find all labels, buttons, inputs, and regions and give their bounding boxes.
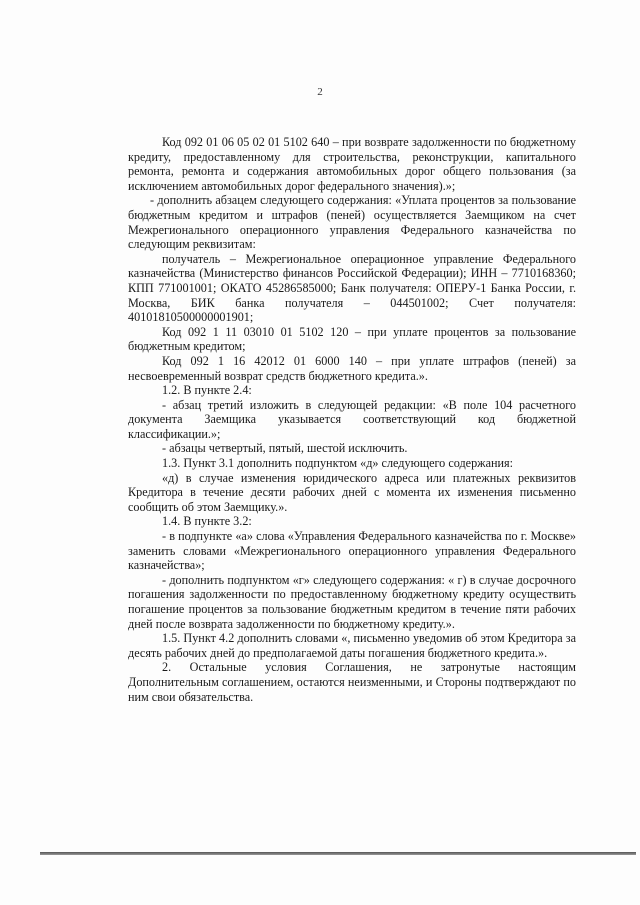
paragraph-subpoint-g: - дополнить подпунктом «г» следующего содержания: « г) в случае досрочного погашения задолженности по предоставленному бюджетному кредиту осуществить погашение процентов за пользование бюджетным кредитом в течение пяти рабочих дней после возврата задолженности по бюджетному кредиту.». <box>128 572 576 631</box>
paragraph-field-104: - абзац третий изложить в следующей редакции: «В поле 104 расчетного документа Заемщика указывается соответствующий код бюджетной классификации.»; <box>128 397 576 441</box>
paragraph-subpoint-a: - в подпункте «а» слова «Управления Федерального казначейства по г. Москве» заменить словами «Межрегионального операционного управления Федерального казначейства»; <box>128 529 576 573</box>
page-number: 2 <box>317 86 323 98</box>
paragraph-2-other-conditions: 2. Остальные условия Соглашения, не затронутые настоящим Дополнительным соглашением, остаются неизменными, и Стороны подтверждают по ним свои обязательства. <box>128 660 576 704</box>
paragraph-subpoint-d: «д) в случае изменения юридического адреса или платежных реквизитов Кредитора в течение десяти рабочих дней с момента их изменения письменно сообщить об этом Заемщику.». <box>128 470 576 514</box>
document-body <box>128 135 576 704</box>
paragraph-recipient-details: получатель – Межрегиональное операционное управление Федерального казначейства (Министерство финансов Российской Федерации); ИНН – 7710168360; КПП 771001001; ОКАТО 45286585000; Банк получателя: ОПЕРУ-1 Банка России, г. Москва, БИК банка получателя – 044501002; Счет получателя: 40101810500000001901; <box>128 251 576 325</box>
heading-1-2: 1.2. В пункте 2.4: <box>162 383 252 398</box>
paragraph-code-140: Код 092 1 16 42012 01 6000 140 – при уплате штрафов (пеней) за несвоевременный возврат средств бюджетного кредита.». <box>128 353 576 383</box>
paragraph-add-interest: - дополнить абзацем следующего содержания: «Уплата процентов за пользование бюджетным кредитом и штрафов (пеней) осуществляется Заемщиком на счет Межрегионального операционного управления Федерального казначейства по следующим реквизитам: <box>128 193 576 252</box>
paragraph-code-120: Код 092 1 11 03010 01 5102 120 – при уплате процентов за пользование бюджетным кредитом; <box>128 324 576 354</box>
heading-1-5: 1.5. Пункт 4.2 дополнить словами «, письменно уведомив об этом Кредитора за десять рабочих дней до предполагаемой даты погашения бюджетного кредита.». <box>128 631 576 660</box>
heading-1-4: 1.4. В пункте 3.2: <box>162 514 252 529</box>
scan-bottom-edge <box>40 852 636 855</box>
paragraph-code-640: Код 092 01 06 05 02 01 5102 640 – при возврате задолженности по бюджетному кредиту, предоставленному для строительства, реконструкции, капитального ремонта, ремонта и содержания автомобильных дорог общего пользования (за исключением автомобильных дорог федерального значения).»; <box>128 135 576 193</box>
heading-1-3: 1.3. Пункт 3.1 дополнить подпунктом «д» следующего содержания: <box>162 456 514 471</box>
paragraph-exclude-abzacy: - абзацы четвертый, пятый, шестой исключить. <box>162 441 408 456</box>
